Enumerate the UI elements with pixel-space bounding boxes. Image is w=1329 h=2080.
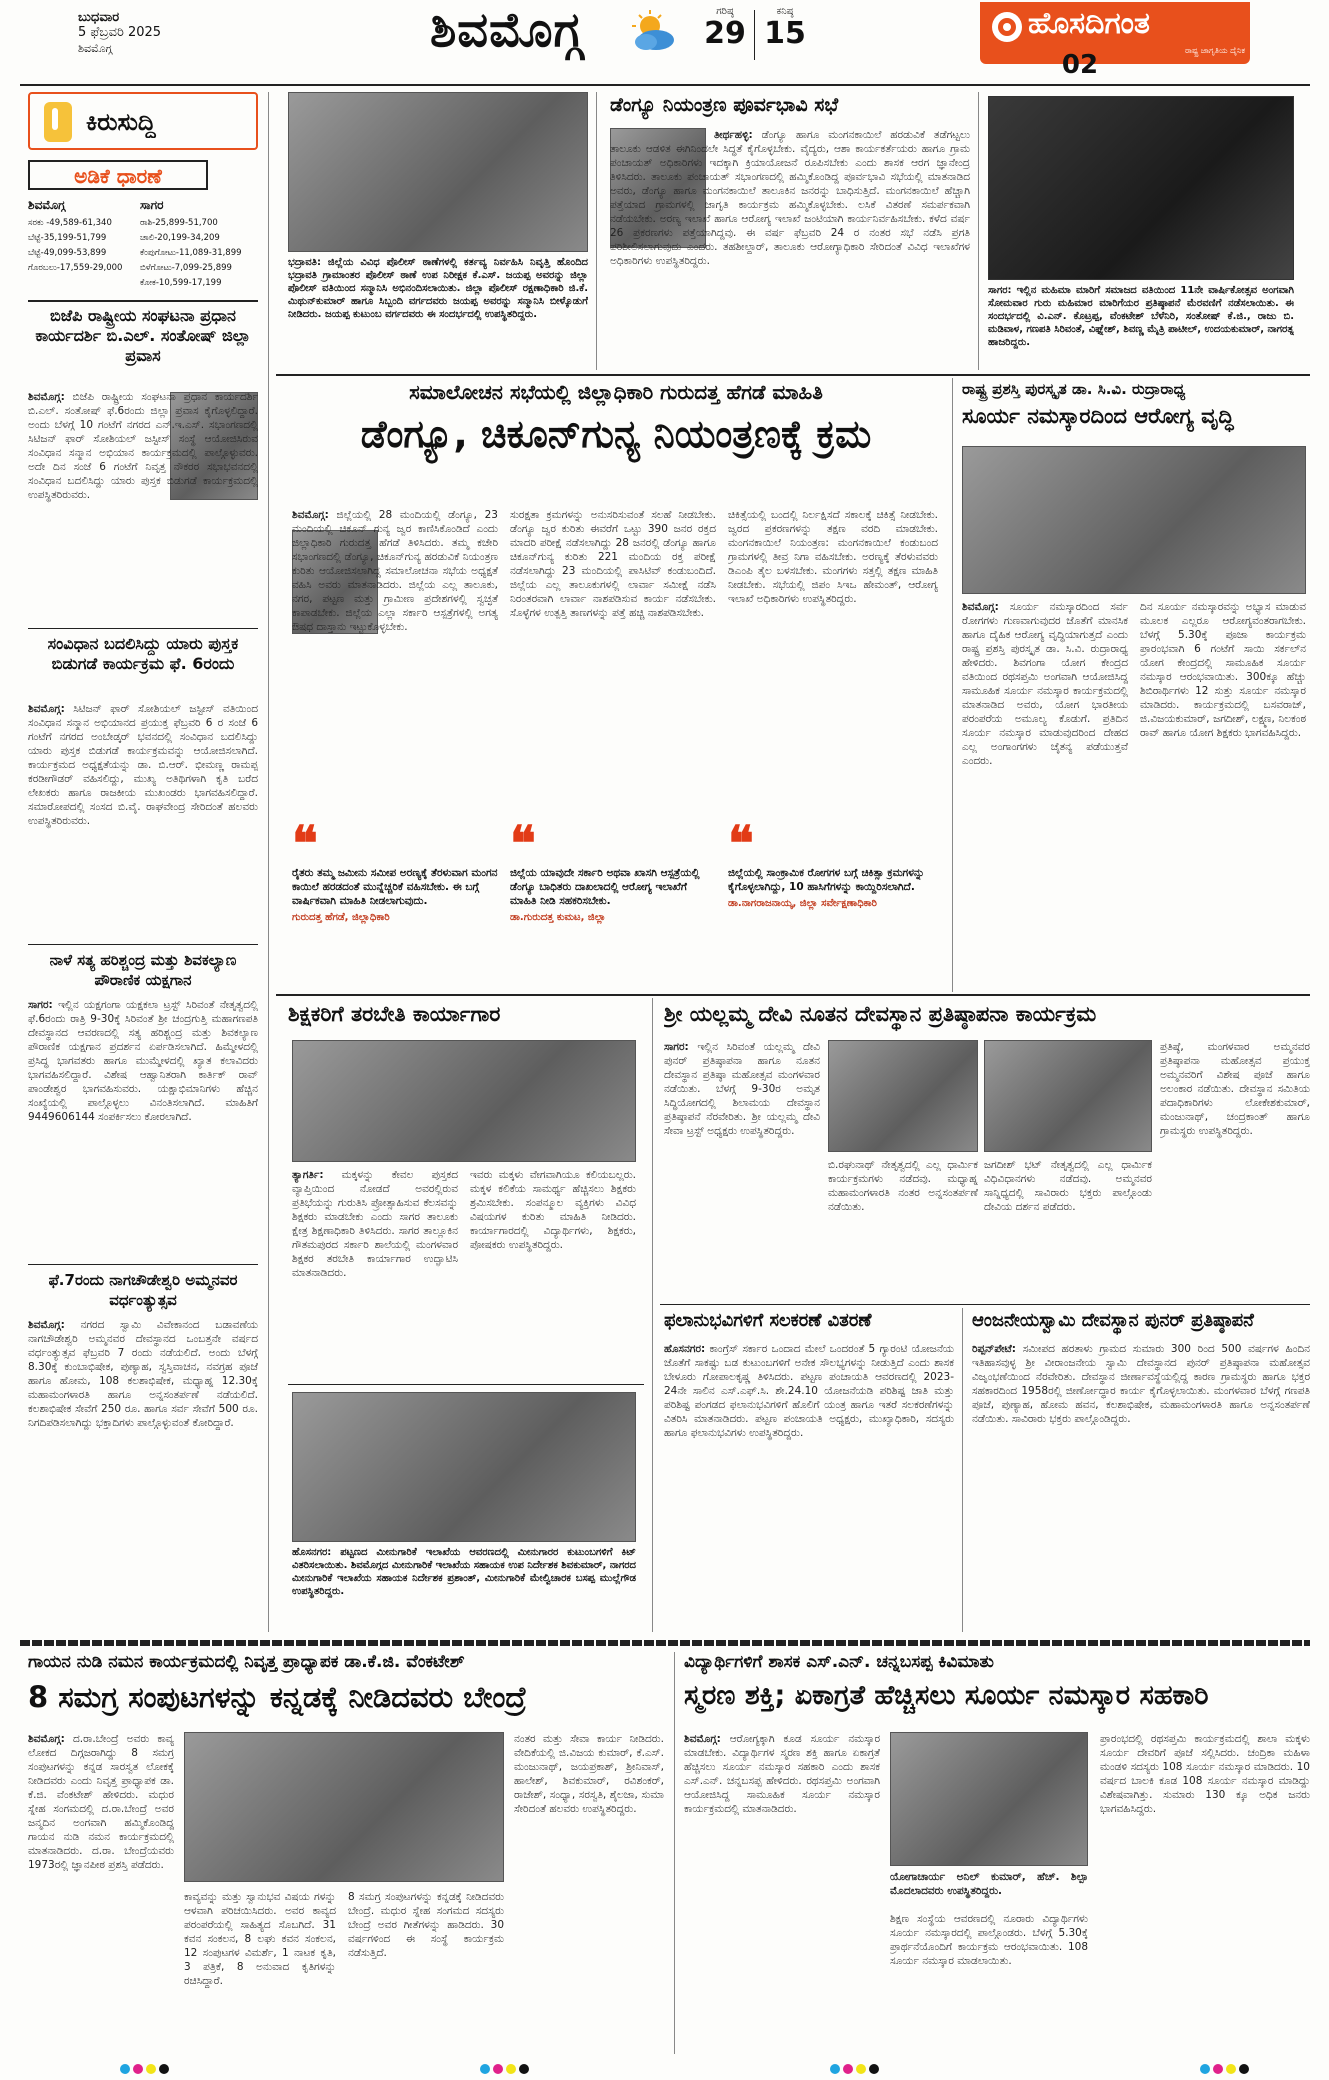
adike-row: ರಾಶಿ-25,899-51,700 <box>140 218 218 228</box>
bottom-left-col1 <box>28 1732 174 2054</box>
bottom-left-col2: ಕಾವ್ಯವನ್ನು ಮತ್ತು ಸ್ವಾನುಭವ ವಿಷಯ ಗಳನ್ನು ಆಳವಾಗಿ ಪರಿಚಯಿಸಿದರು. ಅವರ ಕಾವ್ಯದ ಪರಂಪರೆಯಲ್ಲಿ ಸಾಹಿತ್ಯದ ಸೊಬಗಿದೆ. 31 ಕವನ ಸಂಕಲನ, 8 ಲಘು ಕವನ ಸಂಕಲನ, 12 ಸಂಪುಟಗಳ ವಿಮರ್ಶೆ, 1 ನಾಟಕ ಕೃತಿ, 3 ಪತ್ರಿಕೆ, 8 ಅನುವಾದ ಕೃತಿಗಳನ್ನು ರಚಿಸಿದ್ದಾರೆ. <box>184 1891 336 1987</box>
quote-text: ಜಿಲ್ಲೆಯಲ್ಲಿ ಸಾಂಕ್ರಾಮಿಕ ರೋಗಗಳ ಬಗ್ಗೆ ಚಿಕಿತ್ಸಾ ಕ್ರಮಗಳನ್ನು ಕೈಗೊಳ್ಳಲಾಗಿದ್ದು, 10 ಹಾಸಿಗೆಗಳನ್ನು ಕಾಯ್ದಿರಿಸಲಾಗಿದೆ. <box>728 867 925 893</box>
dengue-pre-body: ಡೆಂಗ್ಯೂ ಹಾಗೂ ಮಂಗನಕಾಯಿಲೆ ಹರಡುವಿಕೆ ತಡೆಗಟ್ಟಲು ತಾಲೂಕು ಆಡಳಿತ ಈಗಿನಿಂದಲೇ ಸಿದ್ಧತೆ ಕೈಗೊಳ್ಳಬೇಕು. ವೈದ್ಯರು, ಆಶಾ ಕಾರ್ಯಕರ್ತೆಯರು ಹಾಗೂ ಗ್ರಾಮ ಪಂಚಾಯತ್ ಅಧಿಕಾರಿಗಳು ಇದಕ್ಕಾಗಿ ಕ್ರಿಯಾಯೋಜನೆ ರೂಪಿಸಬೇಕು ಎಂದು ಶಾಸಕ ಆರಗ ಜ್ಞಾನೇಂದ್ರ ತಿಳಿಸಿದರು. ತಾಲೂಕು ಪಂಚಾಯತ್ ಸಭಾಂಗಣದಲ್ಲಿ ಹಮ್ಮಿಕೊಂಡಿದ್ದ ಪೂರ್ವಭಾವಿ ಸಭೆಯಲ್ಲಿ ಮಾತನಾಡಿದ ಅವರು, ಡೆಂಗ್ಯೂ ಹಾಗೂ ಮಂಗನಕಾಯಿಲೆ ತಾಲೂಕಿನ ಜನರನ್ನು ಬಾಧಿಸುತ್ತಿದೆ. ಮಂಗನಕಾಯಿಲೆ ಹೆಚ್ಚಾಗಿ ಪತ್ತೆಯಾದ ಗ್ರಾಮಗಳಲ್ಲಿ ಜಾಗೃತಿ ಕಾರ್ಯಕ್ರಮ ಹಮ್ಮಿಕೊಳ್ಳಬೇಕು. ಲಸಿಕೆ ವಿತರಣೆ ಸಮರ್ಪಕವಾಗಿ ನಡೆಯಬೇಕು. ಅರಣ್ಯ ಇಲಾಖೆ ಹಾಗೂ ಆರೋಗ್ಯ ಇಲಾಖೆ ಜಂಟಿಯಾಗಿ ಕಾರ್ಯನಿರ್ವಹಿಸಬೇಕು. ಕಳೆದ ವರ್ಷ 26 ಪ್ರಕರಣಗಳು ಪತ್ತೆಯಾಗಿದ್ದವು. ಈ ವರ್ಷ ಫೆಬ್ರವರಿ 24 ರ ನಂತರ ಸಭೆ ನಡೆಸಿ ಪ್ರಗತಿ ಪರಿಶೀಲಿಸಲಾಗುವುದು ಎಂದರು. ತಹಶೀಲ್ದಾರ್, ತಾಲೂಕು ಆರೋಗ್ಯಾಧಿಕಾರಿ ಸೇರಿದಂತೆ ವಿವಿಧ ಇಲಾಖೆಗಳ ಅಧಿಕಾರಿಗಳು ಉಪಸ್ಥಿತರಿದ್ದರು. <box>610 129 970 267</box>
bottom-left-title: 8 ಸಮಗ್ರ ಸಂಪುಟಗಳನ್ನು ಕನ್ನಡಕ್ಕೆ ನೀಡಿದವರು ಬೇಂದ್ರೆ <box>28 1680 527 1714</box>
weather-max-label: ಗರಿಷ್ಠ <box>716 6 734 17</box>
temple-rule <box>660 1304 1310 1305</box>
fishery-photo <box>292 1392 636 1542</box>
column-rule <box>952 378 953 992</box>
lead-quote-1 <box>292 824 498 974</box>
masthead-day: ಬುಧವಾರ <box>78 10 120 25</box>
adike-row: ಬಿಳೆಗೋಟು-7,099-25,899 <box>140 263 232 273</box>
temple-col2: ಜಗದೀಶ್ ಭಟ್ ನೇತೃತ್ವದಲ್ಲಿ ಎಲ್ಲ ಧಾರ್ಮಿಕ ವಿಧಿವಿಧಾನಗಳು ನಡೆದವು. ಅಮ್ಮನವರ ಸಾನ್ನಿಧ್ಯದಲ್ಲಿ ಸಾವಿರಾರು ಭಕ್ತರು ಪಾಲ್ಗೊಂಡು ದೇವಿಯ ದರ್ಶನ ಪಡೆದರು. <box>984 1159 1152 1213</box>
column-rule <box>652 998 653 1632</box>
temple-title: ಶ್ರೀ ಯಲ್ಲಮ್ಮ ದೇವಿ ನೂತನ ದೇವಸ್ಥಾನ ಪ್ರತಿಷ್ಠಾಪನಾ ಕಾರ್ಯಕ್ರಮ <box>664 1002 1097 1026</box>
lead-col2: ಸುರಕ್ಷತಾ ಕ್ರಮಗಳನ್ನು ಅನುಸರಿಸುವಂತೆ ಸಲಹೆ ನೀಡಬೇಕು. ಡೆಂಗ್ಯೂ ಜ್ವರ ಕುರಿತು ಈವರೆಗೆ ಒಟ್ಟು 390 ಜನರ ರಕ್ತದ ಮಾದರಿ ಪರೀಕ್ಷೆ ನಡೆಸಲಾಗಿದ್ದು 28 ಜನರಲ್ಲಿ ಡೆಂಗ್ಯೂ ಹಾಗೂ ಚಿಕೂನ್‌ಗುನ್ಯ ಕುರಿತು 221 ಮಂದಿಯ ರಕ್ತ ಪರೀಕ್ಷೆ ನಡೆಸಲಾಗಿದ್ದು 23 ಮಂದಿಯಲ್ಲಿ ಪಾಸಿಟಿವ್ ಕಂಡುಬಂದಿದೆ. ಜಿಲ್ಲೆಯ ಎಲ್ಲ ತಾಲೂಕುಗಳಲ್ಲಿ ಲಾರ್ವಾ ಸಮೀಕ್ಷೆ ನಡೆಸಿ ನಿರಂತರವಾಗಿ ಲಾರ್ವಾ ನಾಶಪಡಿಸುವ ಕಾರ್ಯ ನಡೆಸಬೇಕು. ಸೊಳ್ಳೆಗಳ ಉತ್ಪತ್ತಿ ತಾಣಗಳನ್ನು ಪತ್ತೆ ಹಚ್ಚಿ ನಾಶಪಡಿಸಬೇಕು. <box>510 509 716 619</box>
bottom-right-title: ಸ್ಮರಣ ಶಕ್ತಿ; ಏಕಾಗ್ರತೆ ಹೆಚ್ಚಿಸಲು ಸೂರ್ಯ ನಮಸ್ಕಾರ ಸಹಕಾರಿ <box>684 1680 1209 1711</box>
brief1-text <box>28 390 258 630</box>
surya-col1 <box>962 600 1128 990</box>
logo-emblem-icon <box>992 12 1022 42</box>
column-rule <box>268 92 269 1632</box>
brief3-body: ಇಲ್ಲಿನ ಯಕ್ಷಗಂಗಾ ಯಕ್ಷಕಲಾ ಟ್ರಸ್ಟ್ ಸಿರಿವಂತೆ ನೇತೃತ್ವದಲ್ಲಿ ಫೆ.6ರಂದು ರಾತ್ರಿ 9-30ಕ್ಕೆ ಸಿರಿವಂತೆ ಶ್ರೀ ಚಂದ್ರಗುತ್ತಿ ಮಹಾಗಣಪತಿ ದೇವಸ್ಥಾನದ ಆವರಣದಲ್ಲಿ ಸತ್ಯ ಹರಿಶ್ಚಂದ್ರ ಮತ್ತು ಶಿವಕಲ್ಯಾಣ ಪೌರಾಣಿಕ ಯಕ್ಷಗಾನ ಪ್ರದರ್ಶನ ಏರ್ಪಡಿಸಲಾಗಿದೆ. ಹಿಮ್ಮೇಳದಲ್ಲಿ ಪ್ರಸಿದ್ಧ ಭಾಗವತರು ಹಾಗೂ ಮುಮ್ಮೇಳದಲ್ಲಿ ಖ್ಯಾತ ಕಲಾವಿದರು ಭಾಗವಹಿಸಲಿದ್ದಾರೆ. ವಿಶೇಷ ಆಹ್ವಾನಿತರಾಗಿ ಕಾರ್ತಿಕ್ ರಾವ್ ಪಾಂಡೇಶ್ವರ ಭಾಗವಹಿಸುವರು. ಯಕ್ಷಾಭಿಮಾನಿಗಳು ಹೆಚ್ಚಿನ ಸಂಖ್ಯೆಯಲ್ಲಿ ಪಾಲ್ಗೊಳ್ಳಲು ವಿನಂತಿಸಲಾಗಿದೆ. ಮಾಹಿತಿಗೆ 9449606144 ಸಂಪರ್ಕಿಸಲು ಕೋರಲಾಗಿದೆ. <box>28 999 258 1123</box>
temple-caption: ಬಿ.ರಘುನಾಥ್ ನೇತೃತ್ವದಲ್ಲಿ ಎಲ್ಲ ಧಾರ್ಮಿಕ ಕಾರ್ಯಕ್ರಮಗಳು ನಡೆದವು. ಮಧ್ಯಾಹ್ನ ಮಹಾಮಂಗಳಾರತಿ ನಂತರ ಅನ್ನಸಂತರ್ಪಣೆ ನಡೆಯಿತು. <box>828 1159 978 1213</box>
registration-marks <box>480 2064 529 2074</box>
weather-max <box>700 6 750 70</box>
masthead-rule <box>20 84 1310 86</box>
brief3-dateline: ಸಾಗರ: <box>28 999 53 1011</box>
kirusuddi-label: ಕಿರುಸುದ್ದಿ <box>86 108 156 136</box>
anjaneya-body: ಸಮೀಪದ ಹರತಾಳು ಗ್ರಾಮದ ಸುಮಾರು 300 ರಿಂದ 500 ವರ್ಷಗಳ ಹಿಂದಿನ ಇತಿಹಾಸವುಳ್ಳ ಶ್ರೀ ವೀರಾಂಜನೇಯ ಸ್ವಾಮಿ ದೇವಸ್ಥಾನದ ಪುನರ್ ಪ್ರತಿಷ್ಠಾಪನಾ ಮಹೋತ್ಸವ ವಿಜೃಂಭಣೆಯಿಂದ ನೆರವೇರಿತು. ದೇವಸ್ಥಾನ ಜೀರ್ಣಾವಸ್ಥೆಯಲ್ಲಿದ್ದ ಕಾರಣ ಗ್ರಾಮಸ್ಥರು ಹಾಗೂ ಭಕ್ತರ ಸಹಕಾರದಿಂದ 1958ರಲ್ಲಿ ಜೀರ್ಣೋದ್ಧಾರ ಕಾರ್ಯ ಕೈಗೊಳ್ಳಲಾಯಿತು. ಮಂಗಳವಾರ ಬೆಳಗ್ಗೆ ಗಣಪತಿ ಪೂಜೆ, ಪುಣ್ಯಾಹ, ಹೋಮ ಹವನ, ಕಲಶಾಭಿಷೇಕ, ಮಹಾಮಂಗಳಾರತಿ ಹಾಗೂ ಅನ್ನಸಂತರ್ಪಣೆ ನಡೆಯಿತು. ಸಾವಿರಾರು ಭಕ್ತರು ಪಾಲ್ಗೊಂಡಿದ್ದರು. <box>972 1343 1310 1425</box>
left-column <box>28 92 260 1632</box>
temple-col1-body: ಇಲ್ಲಿನ ಸಿರಿವಂತೆ ಯಲ್ಲಮ್ಮ ದೇವಿ ಪುನರ್ ಪ್ರತಿಷ್ಠಾಪನಾ ಹಾಗೂ ನೂತನ ದೇವಸ್ಥಾನ ಪ್ರತಿಷ್ಠಾ ಮಹೋತ್ಸವ ಮಂಗಳವಾರ ನಡೆಯಿತು. ಬೆಳಗ್ಗೆ 9-30ರ ಅಮೃತ ಸಿದ್ಧಿಯೋಗದಲ್ಲಿ ಶಿಲಾಮಯ ದೇವಸ್ಥಾನ ಪ್ರತಿಷ್ಠಾಪನೆ ನೆರವೇರಿತು. ಶ್ರೀ ಯಲ್ಲಮ್ಮ ದೇವಿ ಸೇವಾ ಟ್ರಸ್ಟ್ ಅಧ್ಯಕ್ಷರು ಉಪಸ್ಥಿತರಿದ್ದರು. <box>664 1041 820 1137</box>
bottom-left-col1-body: ದ.ರಾ.ಬೇಂದ್ರೆ ಅವರು ಕಾವ್ಯ ಲೋಕದ ದಿಗ್ಗಜರಾಗಿದ್ದು 8 ಸಮಗ್ರ ಸಂಪುಟಗಳನ್ನು ಕನ್ನಡ ಸಾರಸ್ವತ ಲೋಕಕ್ಕೆ ನೀಡಿದವರು ಎಂದು ನಿವೃತ್ತ ಪ್ರಾಧ್ಯಾಪಕ ಡಾ. ಕೆ.ಜಿ. ವೆಂಕಟೇಶ್ ಹೇಳಿದರು. ಮಧುರ ಸ್ನೇಹ ಸಂಗಮದಲ್ಲಿ ದ.ರಾ.ಬೇಂದ್ರೆ ಅವರ ಜನ್ಮದಿನ ಅಂಗವಾಗಿ ಹಮ್ಮಿಕೊಂಡಿದ್ದ ಗಾಯನ ನುಡಿ ನಮನ ಕಾರ್ಯಕ್ರಮದಲ್ಲಿ ಮಾತನಾಡಿದರು. ದ.ರಾ. ಬೇಂದ್ರೆಯವರು 1973ರಲ್ಲಿ ಜ್ಞಾನಪೀಠ ಪ್ರಶಸ್ತಿ ಪಡೆದರು. <box>28 1733 174 1871</box>
bottom-right-kicker: ವಿದ್ಯಾರ್ಥಿಗಳಿಗೆ ಶಾಸಕ ಎಸ್.ಎನ್. ಚನ್ನಬಸಪ್ಪ ಕಿವಿಮಾತು <box>684 1652 994 1672</box>
masthead <box>0 0 1329 86</box>
bottom-right-col2: ಶಿಕ್ಷಣ ಸಂಸ್ಥೆಯ ಆವರಣದಲ್ಲಿ ನೂರಾರು ವಿದ್ಯಾರ್ಥಿಗಳು ಸೂರ್ಯ ನಮಸ್ಕಾರದಲ್ಲಿ ಪಾಲ್ಗೊಂಡರು. ಬೆಳಗ್ಗೆ 5.30ಕ್ಕೆ ಪ್ರಾರ್ಥನೆಯೊಂದಿಗೆ ಕಾರ್ಯಕ್ರಮ ಆರಂಭವಾಯಿತು. 108 ಸೂರ್ಯ ನಮಸ್ಕಾರ ಮಾಡಲಾಯಿತು. <box>890 1913 1088 1967</box>
adike-row: ಗೊರಬಲು-17,559-29,000 <box>28 263 123 273</box>
anjaneya-title: ಆಂಜನೇಯಸ್ವಾಮಿ ದೇವಸ್ಥಾನ ಪುನರ್ ಪ್ರತಿಷ್ಠಾಪನೆ <box>972 1310 1254 1331</box>
fruit-text <box>664 1342 954 1632</box>
bottom-left-dateline: ಶಿವಮೊಗ್ಗ: <box>28 1733 65 1745</box>
surya-col1-body: ಸೂರ್ಯ ನಮಸ್ಕಾರದಿಂದ ಸರ್ವ ರೋಗಗಳು ಗುಣವಾಗುವುದರ ಜೊತೆಗೆ ಮಾನಸಿಕ ಹಾಗೂ ದೈಹಿಕ ಆರೋಗ್ಯ ವೃದ್ಧಿಯಾಗುತ್ತದೆ ಎಂದು ರಾಷ್ಟ್ರ ಪ್ರಶಸ್ತಿ ಪುರಸ್ಕೃತ ಡಾ. ಸಿ.ವಿ. ರುದ್ರಾರಾಧ್ಯ ಹೇಳಿದರು. ಶಿವಗಂಗಾ ಯೋಗ ಕೇಂದ್ರದ ವತಿಯಿಂದ ರಥಸಪ್ತಮಿ ಅಂಗವಾಗಿ ಆಯೋಜಿಸಿದ್ದ ಸಾಮೂಹಿಕ ಸೂರ್ಯ ನಮಸ್ಕಾರ ಕಾರ್ಯಕ್ರಮದಲ್ಲಿ ಮಾತನಾಡಿದ ಅವರು, ಯೋಗ ಭಾರತೀಯ ಪರಂಪರೆಯ ಅಮೂಲ್ಯ ಕೊಡುಗೆ. ಪ್ರತಿದಿನ ಸೂರ್ಯ ನಮಸ್ಕಾರ ಮಾಡುವುದರಿಂದ ದೇಹದ ಎಲ್ಲ ಅಂಗಾಂಗಗಳು ಚೈತನ್ಯ ಪಡೆಯುತ್ತವೆ ಎಂದರು. <box>962 601 1128 767</box>
procession-photo <box>988 96 1294 280</box>
adike-col2 <box>140 216 260 296</box>
procession-caption: ಸಾಗರ: ಇಲ್ಲಿನ ಮಹಿಮಾ ಮಾರಿಗೆ ಸಮಾಜದ ವತಿಯಿಂದ 11ನೇ ವಾರ್ಷಿಕೋತ್ಸವ ಅಂಗವಾಗಿ ಸೋಮವಾರ ಗುರು ಮಹಿಮಾರ ಮಾರಿಗೆಯರ ಪ್ರತಿಷ್ಠಾಪನೆ ಮೆರವಣಿಗೆ ನಡೆಸಲಾಯಿತು. ಈ ಸಂದರ್ಭದಲ್ಲಿ ವಿ.ಎನ್. ಕೊಟ್ರಪ್ಪ, ವೆಂಕಟೇಶ್ ಬೆಳೆನಿರಿ, ಸಂತೋಷ್ ಕೆ.ಜಿ., ರಾಜು ಬಿ. ಮಡಿವಾಳ, ಗಣಪತಿ ಸಿರಿವಂತೆ, ವಿಘ್ನೇಶ್, ಶಿವಣ್ಣ ಮೈತ್ರಿ ಪಾಟೀಲ್, ಉದಯಕುಮಾರ್, ನಾಗರತ್ನ ಹಾಜರಿದ್ದರು. <box>988 285 1294 348</box>
brief2-title: ಸಂವಿಧಾನ ಬದಲಿಸಿದ್ದು ಯಾರು ಪುಸ್ತಕ ಬಿಡುಗಡೆ ಕಾರ್ಯಕ್ರಮ ಫೆ. 6ರಂದು <box>47 634 239 673</box>
quote-mark-icon: ❝ <box>292 824 318 872</box>
weather-min-label: ಕನಿಷ್ಠ <box>776 6 794 17</box>
quote-author: ಡಾ.ಗುರುದತ್ತ ಕುಮಟ, ಜಿಲ್ಲಾ <box>510 912 606 923</box>
adike-col1-head: ಶಿವಮೊಗ್ಗ <box>28 198 66 212</box>
registration-marks <box>830 2064 879 2074</box>
left-rule <box>28 628 258 629</box>
bottom-right-col1 <box>684 1732 880 2054</box>
adike-row: ಬೆಟ್ಟೆ-49,099-53,899 <box>28 248 107 258</box>
paper-tagline: ರಾಷ್ಟ್ರ ಜಾಗೃತಿಯ ದೈನಿಕ <box>1184 46 1245 55</box>
bottom-right-col1-body: ಆರೋಗ್ಯಕ್ಕಾಗಿ ಕೂಡ ಸೂರ್ಯ ನಮಸ್ಕಾರ ಮಾಡಬೇಕು. ವಿದ್ಯಾರ್ಥಿಗಳ ಸ್ಮರಣ ಶಕ್ತಿ ಹಾಗೂ ಏಕಾಗ್ರತೆ ಹೆಚ್ಚಿಸಲು ಸೂರ್ಯ ನಮಸ್ಕಾರ ಸಹಕಾರಿ ಎಂದು ಶಾಸಕ ಎಸ್.ಎನ್. ಚನ್ನಬಸಪ್ಪ ಹೇಳಿದರು. ರಥಸಪ್ತಮಿ ಅಂಗವಾಗಿ ಆಯೋಜಿಸಿದ್ದ ಸಾಮೂಹಿಕ ಸೂರ್ಯ ನಮಸ್ಕಾರ ಕಾರ್ಯಕ್ರಮದಲ್ಲಿ ಮಾತನಾಡಿದರು. <box>684 1733 880 1815</box>
left-rule <box>28 944 258 945</box>
temple-photo-2 <box>984 1040 1152 1152</box>
surya-kicker: ರಾಷ್ಟ್ರ ಪ್ರಶಸ್ತಿ ಪುರಸ್ಕೃತ ಡಾ. ಸಿ.ವಿ. ರುದ್ರಾರಾಧ್ಯ <box>962 380 1186 398</box>
training-col1-body: ಮಕ್ಕಳನ್ನು ಕೇವಲ ಪುಸ್ತಕದ ವ್ಯಾಪ್ತಿಯಿಂದ ನೋಡದೆ ಅವರಲ್ಲಿರುವ ಪ್ರತಿಭೆಯನ್ನು ಗುರುತಿಸಿ ಪ್ರೋತ್ಸಾಹಿಸುವ ಕೆಲಸವನ್ನು ಶಿಕ್ಷಕರು ಮಾಡಬೇಕು ಎಂದು ಸಾಗರ ತಾಲೂಕು ಕ್ಷೇತ್ರ ಶಿಕ್ಷಣಾಧಿಕಾರಿ ತಿಳಿಸಿದರು. ಸಾಗರ ತಾಲ್ಲೂಕಿನ ಗೌತಮಪುರದ ಸರ್ಕಾರಿ ಶಾಲೆಯಲ್ಲಿ ಮಂಗಳವಾರ ಶಿಕ್ಷಕರ ತರಬೇತಿ ಕಾರ್ಯಾಗಾರ ಉದ್ಘಾಟಿಸಿ ಮಾತನಾಡಿದರು. <box>292 1169 458 1279</box>
fruit-title: ಫಲಾನುಭವಿಗಳಿಗೆ ಸಲಕರಣೆ ವಿತರಣೆ <box>664 1310 872 1331</box>
column-rule <box>962 1308 963 1632</box>
brief3-text <box>28 998 258 1262</box>
brief4-dateline: ಶಿವಮೊಗ್ಗ: <box>28 1319 65 1331</box>
lead-col1 <box>292 508 498 818</box>
lead-col3: ಚಿಕಿತ್ಸೆಯಲ್ಲಿ ಬಂದಲ್ಲಿ ನಿರ್ಲಕ್ಷಿಸದೆ ಸಕಾಲಕ್ಕೆ ಚಿಕಿತ್ಸೆ ನೀಡಬೇಕು. ಜ್ವರದ ಪ್ರಕರಣಗಳನ್ನು ತಕ್ಷಣ ವರದಿ ಮಾಡಬೇಕು. ಮಂಗನಕಾಯಿಲೆ ನಿಯಂತ್ರಣ: ಮಂಗನಕಾಯಿಲೆ ಕಂಡುಬಂದ ಗ್ರಾಮಗಳಲ್ಲಿ ತೀವ್ರ ನಿಗಾ ವಹಿಸಬೇಕು. ಅರಣ್ಯಕ್ಕೆ ತೆರಳುವವರು ಡಿಎಂಪಿ ತೈಲ ಬಳಸಬೇಕು. ಮಂಗಗಳು ಸತ್ತಲ್ಲಿ ತಕ್ಷಣ ಮಾಹಿತಿ ನೀಡಬೇಕು. ಸಭೆಯಲ್ಲಿ ಜಿಪಂ ಸಿಇಒ ಹೇಮಂತ್, ಆರೋಗ್ಯ ಇಲಾಖೆ ಅಧಿಕಾರಿಗಳು ಉಪಸ್ಥಿತರಿದ್ದರು. <box>728 509 938 605</box>
students-photo <box>890 1732 1088 1866</box>
weather-min-value: 15 <box>764 16 806 51</box>
surya-title: ಸೂರ್ಯ ನಮಸ್ಕಾರದಿಂದ ಆರೋಗ್ಯ ವೃದ್ಧಿ <box>962 404 1234 428</box>
bendre-photo <box>184 1732 504 1882</box>
brief1-title: ಬಿಜೆಪಿ ರಾಷ್ಟ್ರೀಯ ಸಂಘಟನಾ ಪ್ರಧಾನ ಕಾರ್ಯದರ್ಶಿ ಬಿ.ಎಲ್. ಸಂತೋಷ್ ಜಿಲ್ಲಾ ಪ್ರವಾಸ <box>35 306 251 365</box>
lead-title: ಡೆಂಗ್ಯೂ, ಚಿಕೂನ್‌ಗುನ್ಯ ನಿಯಂತ್ರಣಕ್ಕೆ ಕ್ರಮ <box>360 412 872 456</box>
brief2-dateline: ಶಿವಮೊಗ್ಗ: <box>28 703 65 715</box>
quote-mark-icon: ❝ <box>510 824 536 872</box>
police-photo <box>288 92 588 252</box>
adike-col1 <box>28 216 138 296</box>
weather-max-value: 29 <box>704 16 746 51</box>
temple-col1 <box>664 1040 820 1302</box>
brief4-title: ಫೆ.7ರಂದು ನಾಗಚೌಡೇಶ್ವರಿ ಅಮ್ಮನವರ ವರ್ಧಂತ್ಯುತ್ಸವ <box>48 1271 238 1309</box>
section-rule <box>276 374 1310 376</box>
temple-col3: ಪ್ರತಿಷ್ಠೆ, ಮಂಗಳವಾರ ಅಮ್ಮನವರ ಪ್ರತಿಷ್ಠಾಪನಾ ಮಹೋತ್ಸವ ಪ್ರಯುಕ್ತ ಅಮ್ಮನವರಿಗೆ ವಿಶೇಷ ಪೂಜೆ ಹಾಗೂ ಅಲಂಕಾರ ನಡೆಯಿತು. ದೇವಸ್ಥಾನ ಸಮಿತಿಯ ಪದಾಧಿಕಾರಿಗಳು ಲೋಕೇಶಕುಮಾರ್, ಮಂಜುನಾಥ್, ಚಂದ್ರಕಾಂತ್ ಹಾಗೂ ಗ್ರಾಮಸ್ಥರು ಉಪಸ್ಥಿತರಿದ್ದರು. <box>1160 1041 1310 1137</box>
adike-col2-head: ಸಾಗರ <box>140 198 164 212</box>
brief1-dateline: ಶಿವಮೊಗ್ಗ: <box>28 391 65 403</box>
training-title: ಶಿಕ್ಷಕರಿಗೆ ತರಬೇತಿ ಕಾರ್ಯಾಗಾರ <box>288 1002 501 1026</box>
bottom-left-col3: 8 ಸಮಗ್ರ ಸಂಪುಟಗಳನ್ನು ಕನ್ನಡಕ್ಕೆ ನೀಡಿದವರು ಬೇಂದ್ರೆ. ಮಧುರ ಸ್ನೇಹ ಸಂಗಮದ ಸದಸ್ಯರು ಬೇಂದ್ರೆ ಅವರ ಗೀತೆಗಳನ್ನು ಹಾಡಿದರು. 30 ವರ್ಷಗಳಿಂದ ಈ ಸಂಸ್ಥೆ ಕಾರ್ಯಕ್ರಮ ನಡೆಸುತ್ತಿದೆ. <box>348 1891 504 1959</box>
bottom-right-dateline: ಶಿವಮೊಗ್ಗ: <box>684 1733 721 1745</box>
temple-photo-1 <box>828 1040 978 1152</box>
temple-dateline: ಸಾಗರ: <box>664 1041 689 1053</box>
brief4-body: ನಗರದ ಸ್ವಾಮಿ ವಿವೇಕಾನಂದ ಬಡಾವಣೆಯ ನಾಗಚೌಡೇಶ್ವರಿ ಅಮ್ಮನವರ ದೇವಸ್ಥಾನದ ಒಂಬತ್ತನೇ ವರ್ಷದ ವರ್ಧಂತ್ಯುತ್ಸವ ಫೆಬ್ರವರಿ 7 ರಂದು ನಡೆಯಲಿದೆ. ಅಂದು ಬೆಳಗ್ಗೆ 8.30ಕ್ಕೆ ಕುಂಬಾಭಿಷೇಕ, ಪುಣ್ಯಾಹ, ಸ್ವಸ್ತಿವಾಚನ, ನವಗ್ರಹ ಪೂಜೆ ಹಾಗೂ ಹೋಮ, 108 ಕಲಶಾಭಿಷೇಕ, ಮಧ್ಯಾಹ್ನ 12.30ಕ್ಕೆ ಮಹಾಮಂಗಳಾರತಿ ಹಾಗೂ ಅನ್ನಸಂತರ್ಪಣೆ ನಡೆಯಲಿದೆ. ಕಲಶಾಭಿಷೇಕ ಸೇವೆಗೆ 250 ರೂ. ಹಾಗೂ ಸರ್ವ ಸೇವೆಗೆ 500 ರೂ. ನಿಗದಿಪಡಿಸಲಾಗಿದ್ದು ಭಕ್ತಾದಿಗಳು ಪಾಲ್ಗೊಳ್ಳುವಂತೆ ಕೋರಿದ್ದಾರೆ. <box>28 1319 258 1429</box>
column-rule <box>978 92 979 370</box>
section-rule <box>276 994 1310 996</box>
masthead-city-title: ಶಿವಮೊಗ್ಗ <box>430 2 584 58</box>
bottom-left-col4: ನಂತರ ಮತ್ತು ಸೇವಾ ಕಾರ್ಯ ನೀಡಿದರು. ವೇದಿಕೆಯಲ್ಲಿ ಜಿ.ವಿಜಯ ಕುಮಾರ್, ಕೆ.ಎಸ್. ಮಂಜುನಾಥ್, ಜಯಪ್ರಕಾಶ್, ಶ್ರೀನಿವಾಸ್, ಹಾಲೇಶ್, ಶಿವಕುಮಾರ್, ರವಿಶಂಕರ್, ರಾಜೇಶ್, ಸಂಧ್ಯಾ, ಸರಸ್ವತಿ, ಶೈಲಜಾ, ಸುಮಾ ಸೇರಿದಂತೆ ಹಲವರು ಉಪಸ್ಥಿತರಿದ್ದರು. <box>514 1733 664 1815</box>
bottom-right-col3: ಪ್ರಾರಂಭದಲ್ಲಿ ರಥಸಪ್ತಮಿ ಕಾರ್ಯಕ್ರಮದಲ್ಲಿ ಶಾಲಾ ಮಕ್ಕಳು ಸೂರ್ಯ ದೇವರಿಗೆ ಪೂಜೆ ಸಲ್ಲಿಸಿದರು. ಚಂದ್ರಿಕಾ ಮಹಿಳಾ ಮಂಡಳಿ ಸದಸ್ಯರು 108 ಸೂರ್ಯ ನಮಸ್ಕಾರ ಮಾಡಿದರು. 10 ವರ್ಷದ ಬಾಲಕಿ ಕೂಡ 108 ಸೂರ್ಯ ನಮಸ್ಕಾರ ಮಾಡಿದ್ದು ವಿಶೇಷವಾಗಿತ್ತು. ಸುಮಾರು 130 ಕ್ಕೂ ಅಧಿಕ ಜನರು ಭಾಗವಹಿಸಿದ್ದರು. <box>1100 1733 1310 1815</box>
lead-dateline: ಶಿವಮೊಗ್ಗ: <box>292 509 329 521</box>
training-col1 <box>292 1168 458 1380</box>
column-rule <box>596 92 597 370</box>
lead-col1-body: ಜಿಲ್ಲೆಯಲ್ಲಿ 28 ಮಂದಿಯಲ್ಲಿ ಡೆಂಗ್ಯೂ, 23 ಮಂದಿಯಲ್ಲಿ ಚಿಕೂನ್ ಗುನ್ಯ ಜ್ವರ ಕಾಣಿಸಿಕೊಂಡಿದೆ ಎಂದು ಜಿಲ್ಲಾಧಿಕಾರಿ ಗುರುದತ್ತ ಹೆಗಡೆ ತಿಳಿಸಿದರು. ತಮ್ಮ ಕಚೇರಿ ಸಭಾಂಗಣದಲ್ಲಿ ಡೆಂಗ್ಯೂ, ಚಿಕೂನ್‌ಗುನ್ಯ ಹರಡುವಿಕೆ ನಿಯಂತ್ರಣ ಕುರಿತು ಆಯೋಜಿಸಲಾಗಿದ್ದ ಸಮಾಲೋಚನಾ ಸಭೆಯ ಅಧ್ಯಕ್ಷತೆ ವಹಿಸಿ ಅವರು ಮಾತನಾಡಿದರು. ಜಿಲ್ಲೆಯ ಎಲ್ಲ ತಾಲೂಕು, ನಗರ, ಪಟ್ಟಣ ಮತ್ತು ಗ್ರಾಮೀಣ ಪ್ರದೇಶಗಳಲ್ಲಿ ಸ್ವಚ್ಛತೆ ಕಾಪಾಡಬೇಕು. ಜಿಲ್ಲೆಯ ಎಲ್ಲಾ ಸರ್ಕಾರಿ ಆಸ್ಪತ್ರೆಗಳಲ್ಲಿ ಅಗತ್ಯ ಔಷಧ ದಾಸ್ತಾನು ಇಟ್ಟುಕೊಳ್ಳಬೇಕು. <box>292 509 498 633</box>
weather-min <box>760 6 810 70</box>
left-rule <box>28 1264 258 1265</box>
dengue-pre-dateline: ತೀರ್ಥಹಳ್ಳಿ: <box>714 129 753 141</box>
police-photo-caption: ಭದ್ರಾವತಿ: ಜಿಲ್ಲೆಯ ವಿವಿಧ ಪೊಲೀಸ್ ಠಾಣೆಗಳಲ್ಲಿ ಕರ್ತವ್ಯ ನಿರ್ವಹಿಸಿ ನಿವೃತ್ತಿ ಹೊಂದಿದ ಭದ್ರಾವತಿ ಗ್ರಾಮಾಂತರ ಪೊಲೀಸ್ ಠಾಣೆ ಉಪ ನಿರೀಕ್ಷಕ ಕೆ.ಎಸ್. ಜಯಪ್ಪ ಅವರನ್ನು ಜಿಲ್ಲಾ ಪೊಲೀಸ್ ವತಿಯಿಂದ ಸನ್ಮಾನಿಸಿ ಅಭಿನಂದಿಸಲಾಯಿತು. ಜಿಲ್ಲಾ ಪೊಲೀಸ್ ರಕ್ಷಣಾಧಿಕಾರಿ ಜಿ.ಕೆ. ಮಿಥುನ್‌ಕುಮಾರ್ ಹಾಗೂ ಸಿಬ್ಬಂದಿ ವರ್ಗದವರು ಜಯಪ್ಪ ಅವರನ್ನು ಸನ್ಮಾನಿಸಿ ಬೀಳ್ಕೊಡುಗೆ ನೀಡಿದರು. ಜಯಪ್ಪ ಕುಟುಂಬ ವರ್ಗದವರು ಈ ಸಂದರ್ಭದಲ್ಲಿ ಉಪಸ್ಥಿತರಿದ್ದರು. <box>288 257 588 320</box>
masthead-date-block <box>78 10 278 80</box>
dengue-pre-title: ಡೆಂಗ್ಯೂ ನಿಯಂತ್ರಣ ಪೂರ್ವಭಾವಿ ಸಭೆ <box>610 94 839 116</box>
adike-row: ಕೋಕ-10,599-17,199 <box>140 278 222 288</box>
training-rule <box>288 1384 644 1385</box>
training-dateline: ತ್ಯಾಗರ್ತಿ: <box>292 1169 324 1181</box>
fruit-body: ಕಾಂಗ್ರೆಸ್ ಸರ್ಕಾರ ಒಂದಾದ ಮೇಲೆ ಒಂದರಂತೆ 5 ಗ್ಯಾರಂಟಿ ಯೋಜನೆಯ ಜೊತೆಗೆ ಸಾಕಷ್ಟು ಬಡ ಕುಟುಂಬಗಳಿಗೆ ಅನೇಕ ಸೌಲಭ್ಯಗಳನ್ನು ನೀಡುತ್ತಿದೆ ಎಂದು ಶಾಸಕ ಬೇಳೂರು ಗೋಪಾಲಕೃಷ್ಣ ತಿಳಿಸಿದರು. ಪಟ್ಟಣ ಪಂಚಾಯತಿ ಆವರಣದಲ್ಲಿ 2023-24ನೇ ಸಾಲಿನ ಎಸ್.ಎಫ್.ಸಿ. ಶೇ.24.10 ಯೋಜನೆಯಡಿ ಪರಿಶಿಷ್ಟ ಜಾತಿ ಮತ್ತು ಪರಿಶಿಷ್ಟ ಪಂಗಡದ ಫಲಾನುಭವಿಗಳಿಗೆ ಹೊಲಿಗೆ ಯಂತ್ರ ಹಾಗೂ ಇತರೆ ಸಲಕರಣೆಗಳನ್ನು ವಿತರಿಸಿ ಮಾತನಾಡಿದರು. ಪಟ್ಟಣ ಪಂಚಾಯತಿ ಅಧ್ಯಕ್ಷರು, ಮುಖ್ಯಾಧಿಕಾರಿ, ಸದಸ್ಯರು ಹಾಗೂ ಫಲಾನುಭವಿಗಳು ಉಪಸ್ಥಿತರಿದ್ದರು. <box>664 1343 954 1439</box>
brief2-body: ಸಿಟಿಜನ್ ಫಾರ್ ಸೋಶಿಯಲ್ ಜಸ್ಟೀಸ್ ವತಿಯಿಂದ ಸಂವಿಧಾನ ಸನ್ಮಾನ ಅಭಿಯಾನದ ಪ್ರಯುಕ್ತ ಫೆಬ್ರವರಿ 6 ರ ಸಂಜೆ 6 ಗಂಟೆಗೆ ನಗರದ ಅಂಬೇಡ್ಕರ್ ಭವನದಲ್ಲಿ ಸಂವಿಧಾನ ಬದಲಿಸಿದ್ದು ಯಾರು ಪುಸ್ತಕ ಬಿಡುಗಡೆ ಕಾರ್ಯಕ್ರಮವನ್ನು ಆಯೋಜಿಸಲಾಗಿದೆ. ಕಾರ್ಯಕ್ರಮದ ಅಧ್ಯಕ್ಷತೆಯನ್ನು ಡಾ. ಬಿ.ಆರ್. ಭೀಮಣ್ಣ ರಾಮಪ್ಪ ಕರಡೀಗೌಡರ್ ವಹಿಸಲಿದ್ದು, ಮುಖ್ಯ ಅತಿಥಿಗಳಾಗಿ ಕೃತಿ ಬರೆದ ಲೇಖಕರು ಹಾಗೂ ರಾಜಕೀಯ ಮುಖಂಡರು ಭಾಗವಹಿಸಲಿದ್ದಾರೆ. ಸಮಾರೋಪದಲ್ಲಿ ಸಂಸದ ಬಿ.ವೈ. ರಾಘವೇಂದ್ರ ಸೇರಿದಂತೆ ಹಲವರು ಉಪಸ್ಥಿತರಿರುವರು. <box>28 703 258 827</box>
registration-marks <box>120 2064 169 2074</box>
dengue-pre-text <box>610 128 970 368</box>
lead-kicker: ಸಮಾಲೋಚನ ಸಭೆಯಲ್ಲಿ ಜಿಲ್ಲಾಧಿಕಾರಿ ಗುರುದತ್ತ ಹೆಗಡೆ ಮಾಹಿತಿ <box>409 380 823 404</box>
kirusuddi-badge <box>28 92 258 150</box>
fruit-dateline: ಹೊಸನಗರ: <box>664 1343 706 1355</box>
quote-text: ಜಿಲ್ಲೆಯ ಯಾವುದೇ ಸರ್ಕಾರಿ ಅಥವಾ ಖಾಸಗಿ ಆಸ್ಪತ್ರೆಯಲ್ಲಿ ಡೆಂಗ್ಯೂ ಬಾಧಿತರು ದಾಖಲಾದಲ್ಲಿ ಆರೋಗ್ಯ ಇಲಾಖೆಗೆ ಮಾಹಿತಿ ನೀಡಿ ಸಹಕರಿಸಬೇಕು. <box>510 867 700 907</box>
quote-mark-icon: ❝ <box>728 824 754 872</box>
weather-icon <box>630 8 676 56</box>
quote-author: ಗುರುದತ್ತ ಹೆಗಡೆ, ಜಿಲ್ಲಾಧಿಕಾರಿ <box>292 912 390 923</box>
bottom-right-caption: ಯೋಗಾಚಾರ್ಯ ಅನಿಲ್ ಕುಮಾರ್, ಹೆಚ್. ಶಿಲ್ಪಾ ಮೊದಲಾದವರು ಉಪಸ್ಥಿತರಿದ್ದರು. <box>890 1871 1088 1897</box>
lead-quote-2 <box>510 824 716 974</box>
bottom-band-rule <box>20 1640 1310 1646</box>
brief1-body: ಬಿಜೆಪಿ ರಾಷ್ಟ್ರೀಯ ಸಂಘಟನಾ ಪ್ರಧಾನ ಕಾರ್ಯದರ್ಶಿ ಬಿ.ಎಲ್. ಸಂತೋಷ್ ಫೆ.6ರಂದು ಜಿಲ್ಲಾ ಪ್ರವಾಸ ಕೈಗೊಳ್ಳಲಿದ್ದಾರೆ. ಅಂದು ಬೆಳಗ್ಗೆ 10 ಗಂಟೆಗೆ ನಗರದ ಎನ್.ಇ.ಎಸ್. ಸಭಾಂಗಣದಲ್ಲಿ ಸಿಟಿಜನ್ ಫಾರ್ ಸೋಶಿಯಲ್ ಜಸ್ಟೀಸ್ ಸಂಸ್ಥೆ ಆಯೋಜಿಸಿರುವ ಸಂವಿಧಾನ ಸನ್ಮಾನ ಅಭಿಯಾನ ಕಾರ್ಯಕ್ರಮದಲ್ಲಿ ಪಾಲ್ಗೊಳ್ಳುವರು. ಅದೇ ದಿನ ಸಂಜೆ 6 ಗಂಟೆಗೆ ನಿವೃತ್ತ ನೌಕರರ ಸಭಾಭವನದಲ್ಲಿ ಸಂವಿಧಾನ ಬದಲಿಸಿದ್ದು ಯಾರು ಪುಸ್ತಕ ಬಿಡುಗಡೆ ಕಾರ್ಯಕ್ರಮದಲ್ಲಿ ಉಪಸ್ಥಿತರಿರುವರು. <box>28 391 258 501</box>
registration-marks <box>1200 2064 1249 2074</box>
column-rule <box>674 1652 675 2054</box>
left-rule <box>28 300 258 302</box>
fishery-caption: ಹೊಸನಗರ: ಪಟ್ಟಣದ ಮೀನುಗಾರಿಕೆ ಇಲಾಖೆಯ ಆವರಣದಲ್ಲಿ ಮೀನುಗಾರರ ಕುಟುಂಬಗಳಿಗೆ ಕಿಟ್ ವಿತರಿಸಲಾಯಿತು. ಶಿವಮೊಗ್ಗದ ಮೀನುಗಾರಿಕೆ ಇಲಾಖೆಯ ಸಹಾಯಕ ಉಪ ನಿರ್ದೇಶಕ ಶಿವಕುಮಾರ್, ನಾಗರದ ಮೀನುಗಾರಿಕೆ ಇಲಾಖೆಯ ಸಹಾಯಕ ನಿರ್ದೇಶಕ ಪ್ರಶಾಂತ್, ಮೀನುಗಾರಿಕೆ ಮೇಲ್ವಿಚಾರಕ ಬಸಪ್ಪ ಮುಲ್ಲೆಗೌಡ ಉಪಸ್ಥಿತರಿದ್ದರು. <box>292 1547 636 1597</box>
surya-dateline: ಶಿವಮೊಗ್ಗ: <box>962 601 999 613</box>
masthead-date: 5 ಫೆಬ್ರವರಿ 2025 <box>78 25 162 40</box>
adike-row: ಚಾಲಿ-20,199-34,209 <box>140 233 220 243</box>
brief3-title: ನಾಳೆ ಸತ್ಯ ಹರಿಶ್ಚಂದ್ರ ಮತ್ತು ಶಿವಕಲ್ಯಾಣ ಪೌರಾಣಿಕ ಯಕ್ಷಗಾನ <box>49 951 237 989</box>
adike-row: ಬೆಟ್ಟೆ-35,199-51,799 <box>28 233 107 243</box>
training-photo <box>292 1040 636 1162</box>
bottom-left-kicker: ಗಾಯನ ನುಡಿ ನಮನ ಕಾರ್ಯಕ್ರಮದಲ್ಲಿ ನಿವೃತ್ತ ಪ್ರಾಧ್ಯಾಪಕ ಡಾ.ಕೆ.ಜಿ. ವೆಂಕಟೇಶ್ <box>28 1652 465 1672</box>
masthead-edition: ಶಿವಮೊಗ್ಗ <box>78 42 113 55</box>
paper-name: ಹೊಸದಿಗಂತ <box>1028 6 1150 41</box>
brief2-text <box>28 702 258 942</box>
training-col2: ಇವರು ಮಕ್ಕಳು ವೇಗವಾಗಿಯೂ ಕಲಿಯಬಲ್ಲರು. ಮಕ್ಕಳ ಕಲಿಕೆಯ ಸಾಮರ್ಥ್ಯ ಹೆಚ್ಚಿಸಲು ಶಿಕ್ಷಕರು ಶ್ರಮಿಸಬೇಕು. ಸಂಪನ್ಮೂಲ ವ್ಯಕ್ತಿಗಳು ವಿವಿಧ ವಿಷಯಗಳ ಕುರಿತು ಮಾಹಿತಿ ನೀಡಿದರು. ಕಾರ್ಯಾಗಾರದಲ್ಲಿ ವಿದ್ಯಾರ್ಥಿಗಳು, ಶಿಕ್ಷಕರು, ಪೋಷಕರು ಉಪಸ್ಥಿತರಿದ್ದರು. <box>470 1169 636 1251</box>
weather-divider <box>754 10 755 60</box>
anjaneya-text <box>972 1342 1310 1632</box>
adike-row: ಕೆಂಪುಗೋಟು-11,089-31,899 <box>140 248 242 258</box>
surya-col2: ದಿನ ಸೂರ್ಯ ನಮಸ್ಕಾರವನ್ನು ಅಭ್ಯಾಸ ಮಾಡುವ ಮೂಲಕ ಎಲ್ಲರೂ ಆರೋಗ್ಯವಂತರಾಗಬೇಕು. ಬೆಳಗ್ಗೆ 5.30ಕ್ಕೆ ಪೂಜಾ ಕಾರ್ಯಕ್ರಮ ಪ್ರಾರಂಭವಾಗಿ 6 ಗಂಟೆಗೆ ಸಾಯಿ ಸರ್ಕಲ್‌ನ ಯೋಗ ಕೇಂದ್ರದಲ್ಲಿ ಸಾಮೂಹಿಕ ಸೂರ್ಯ ನಮಸ್ಕಾರ ಆರಂಭವಾಯಿತು. 300ಕ್ಕೂ ಹೆಚ್ಚು ಶಿಬಿರಾರ್ಥಿಗಳು 12 ಸುತ್ತು ಸೂರ್ಯ ನಮಸ್ಕಾರ ಮಾಡಿದರು. ಕಾರ್ಯಕ್ರಮದಲ್ಲಿ ಬಸವರಾಜ್, ಜಿ.ವಿಜಯಕುಮಾರ್, ಜಗದೀಶ್, ಲಕ್ಷ್ಮಣ, ನಿಲಕಂಠ ರಾವ್ ಹಾಗೂ ಯೋಗ ಶಿಕ್ಷಕರು ಭಾಗವಹಿಸಿದ್ದರು. <box>1140 601 1306 739</box>
quote-author: ಡಾ.ನಾಗರಾಜನಾಯ್ಕ, ಜಿಲ್ಲಾ ಸರ್ವೇಕ್ಷಣಾಧಿಕಾರಿ <box>728 898 877 909</box>
quote-text: ರೈತರು ತಮ್ಮ ಜಮೀನು ಸಮೀಪ ಅರಣ್ಯಕ್ಕೆ ತೆರಳುವಾಗ ಮಂಗನ ಕಾಯಿಲೆ ಹರಡದಂತೆ ಮುನ್ನೆಚ್ಚರಿಕೆ ವಹಿಸಬೇಕು. ಈ ಬಗ್ಗೆ ವಾರ್ಷಿಕವಾಗಿ ಮಾಹಿತಿ ನೀಡಲಾಗುವುದು. <box>292 867 498 907</box>
brief4-text <box>28 1318 258 1532</box>
surya-photo <box>962 446 1306 594</box>
adike-row: ಸರಕು -49,589-61,340 <box>28 218 112 228</box>
page-number: 02 <box>1061 50 1099 80</box>
anjaneya-dateline: ರಿಪ್ಪನ್‌ಪೇಟೆ: <box>972 1343 1016 1355</box>
lead-quote-3 <box>728 824 938 974</box>
pointing-hand-icon <box>36 98 80 146</box>
adike-title: ಅಡಿಕೆ ಧಾರಣೆ <box>28 160 208 190</box>
